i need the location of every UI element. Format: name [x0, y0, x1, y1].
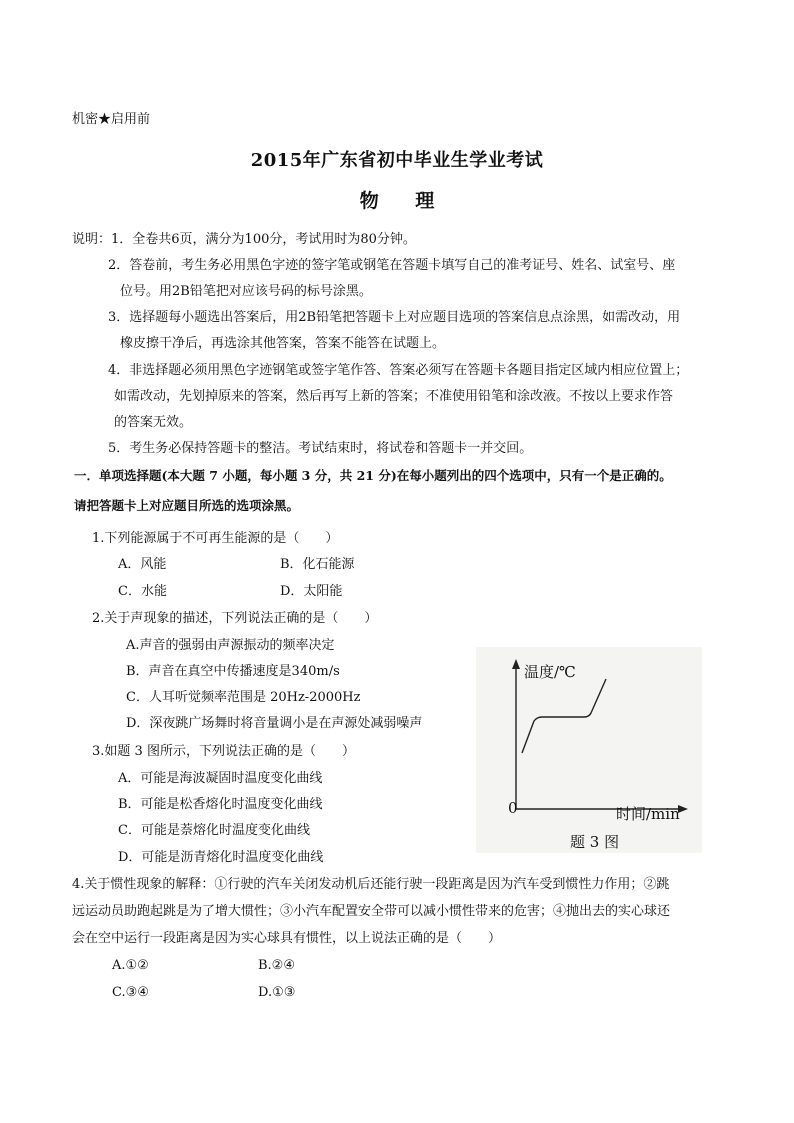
section-heading: 一．单项选择题(本大题 7 小题，每小题 3 分，共 21 分)在每小题列出的四个选项中，只有一个是正确的。	[74, 468, 672, 483]
instruction-line: 2．答卷前，考生务必用黑色字迹的签字笔或钢笔在答题卡填写自己的准考证号、姓名、试室号、座	[108, 258, 676, 273]
q3-option-c: C．可能是萘熔化时温度变化曲线	[118, 823, 310, 838]
question-4-stem-line: 4.关于惯性现象的解释：①行驶的汽车关闭发动机后还能行驶一段距离是因为汽车受到惯性力作用；②跳	[72, 877, 670, 892]
instruction-line: 位号。用2B铅笔把对应该号码的标号涂黑。	[120, 284, 372, 299]
instruction-line: 3．选择题每小题选出答案后，用2B铅笔把答题卡上对应题目选项的答案信息点涂黑，如需改动，用	[108, 310, 681, 325]
instruction-line: 橡皮擦干净后，再选涂其他答案，答案不能答在试题上。	[120, 336, 446, 351]
q1-option-c: C．水能	[118, 584, 167, 599]
q2-option-b: B．声音在真空中传播速度是340m/s	[126, 664, 340, 679]
q3-option-b: B．可能是松香熔化时温度变化曲线	[118, 797, 323, 812]
q1-option-b: B．化石能源	[280, 557, 355, 572]
y-axis-label: 温度/℃	[524, 663, 576, 681]
q2-option-c: C．人耳听觉频率范围是 20Hz-2000Hz	[126, 690, 361, 705]
q2-option-d: D．深夜跳广场舞时将音量调小是在声源处减弱噪声	[126, 716, 423, 731]
exam-title: 2015年广东省初中毕业生学业考试	[250, 150, 544, 171]
q4-option-d: D.①③	[258, 985, 296, 1000]
instruction-line: 的答案无效。	[114, 415, 193, 430]
question-1-stem: 1.下列能源属于不可再生能源的是（ ）	[92, 531, 339, 546]
q4-option-c: C.③④	[112, 985, 149, 1000]
question-2-stem: 2.关于声现象的描述，下列说法正确的是（ ）	[92, 611, 378, 626]
instruction-line: 如需改动，先划掉原来的答案，然后再写上新的答案；不准使用铅笔和涂改液。不按以上要求作答	[114, 389, 674, 404]
temperature-curve	[522, 679, 606, 753]
section-instruction: 请把答题卡上对应题目所选的选项涂黑。	[74, 498, 300, 513]
confidential-mark: 机密★启用前	[72, 112, 151, 127]
q3-option-a: A．可能是海波凝固时温度变化曲线	[118, 771, 323, 786]
instruction-line: 4．非选择题必须用黑色字迹钢笔或签字笔作答、答案必须写在答题卡各题目指定区域内相应位置上；	[108, 363, 689, 378]
q1-option-d: D．太阳能	[280, 584, 343, 599]
x-axis-label: 时间/min	[616, 805, 680, 823]
q3-option-d: D．可能是沥青熔化时温度变化曲线	[118, 850, 324, 865]
question-4-stem-line: 远运动员助跑起跳是为了增大惯性；③小汽车配置安全带可以减小惯性带来的危害；④抛出去的实心球还	[72, 904, 671, 919]
q4-option-b: B.②④	[258, 958, 295, 973]
q2-option-a: A.声音的强弱由声源振动的频率决定	[126, 638, 335, 653]
figure-caption: 题 3 图	[570, 833, 620, 851]
y-axis-arrow	[512, 659, 520, 669]
instruction-line: 说明：1．全卷共6页，满分为100分，考试用时为80分钟。	[72, 232, 416, 247]
subject-title: 物 理	[359, 190, 435, 212]
origin-label: 0	[508, 799, 518, 817]
instruction-line: 5．考生务必保持答题卡的整洁。考试结束时，将试卷和答题卡一并交回。	[108, 441, 533, 456]
question-4-stem-line: 会在空中运行一段距离是因为实心球具有惯性，以上说法正确的是（ ）	[72, 931, 502, 946]
q1-option-a: A．风能	[118, 557, 167, 572]
temperature-time-figure	[476, 647, 702, 853]
q4-option-a: A.①②	[112, 958, 149, 973]
question-3-stem: 3.如题 3 图所示，下列说法正确的是（ ）	[92, 744, 355, 759]
